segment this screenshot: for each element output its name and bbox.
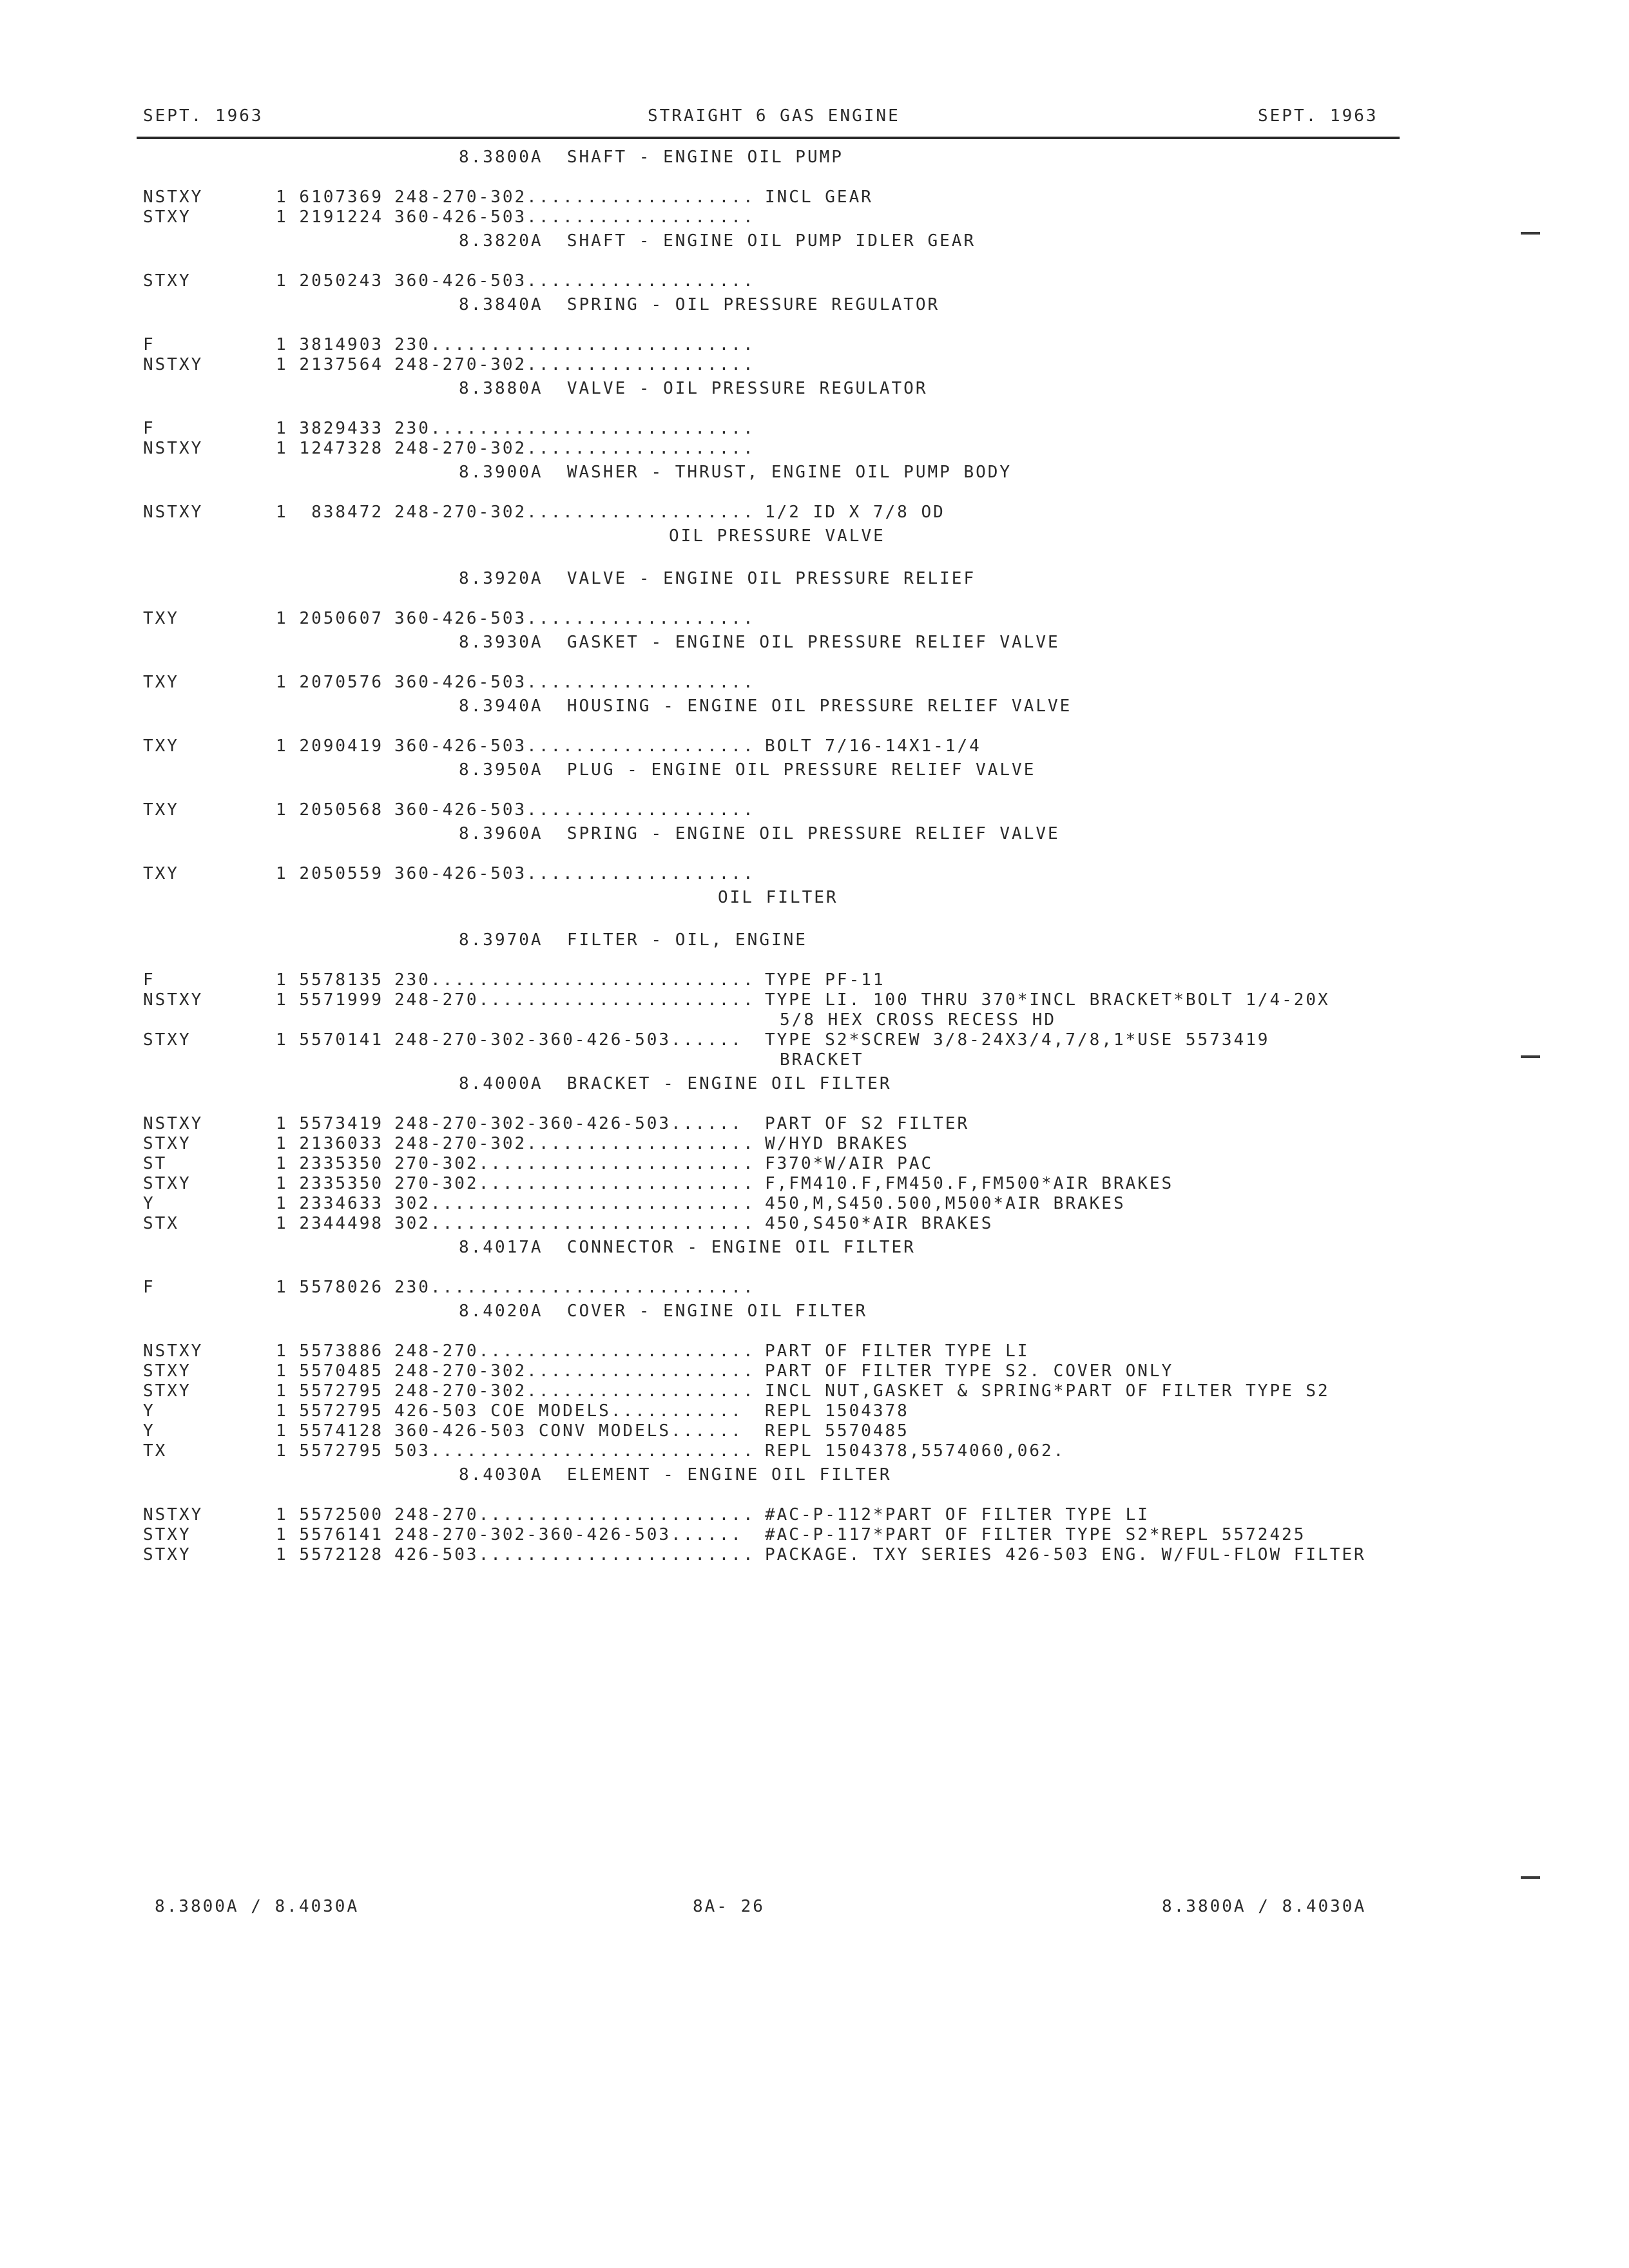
quantity: 1 (276, 990, 288, 1010)
model-codes: STXY (143, 1381, 191, 1401)
series-usage: 230........................... (394, 419, 755, 438)
part-row (0, 419, 1629, 439)
quantity: 1 (276, 1194, 288, 1213)
series-usage: 230........................... (394, 970, 755, 990)
part-number: 2335350 (299, 1174, 383, 1193)
part-row (0, 970, 1629, 990)
part-number: 3814903 (299, 335, 383, 354)
parts-list (0, 503, 1629, 524)
series-usage: 248-270-302................... (394, 187, 755, 207)
quantity: 1 (276, 1341, 288, 1361)
part-row (0, 1214, 1629, 1234)
quantity: 1 (276, 335, 288, 354)
series-usage: 360-426-503................... (394, 609, 755, 628)
quantity: 1 (276, 970, 288, 990)
quantity: 1 (276, 1421, 288, 1441)
part-number: 5572795 (299, 1441, 383, 1461)
model-codes: NSTXY (143, 1505, 204, 1524)
part-row (0, 990, 1629, 1010)
model-codes: STXY (143, 1174, 191, 1193)
section-title: 8.3820A SHAFT - ENGINE OIL PUMP IDLER GEAR (459, 231, 976, 251)
model-codes: STX (143, 1214, 179, 1233)
model-codes: NSTXY (143, 1341, 204, 1361)
part-number: 838472 (311, 503, 383, 522)
header-date-right: SEPT. 1963 (1258, 106, 1378, 126)
quantity: 1 (276, 271, 288, 291)
remark-text: #AC-P-112*PART OF FILTER TYPE LI (765, 1505, 1150, 1524)
model-codes: ST (143, 1154, 168, 1173)
series-usage: 360-426-503................... (394, 271, 755, 291)
catalog-section (0, 1463, 1629, 1566)
part-number: 2050568 (299, 800, 383, 820)
part-number: 2050243 (299, 271, 383, 291)
part-row (0, 1441, 1629, 1461)
model-codes: Y (143, 1194, 155, 1213)
part-row (0, 1381, 1629, 1401)
remark-text: TYPE S2*SCREW 3/8-24X3/4,7/8,1*USE 5573419 (765, 1030, 1270, 1050)
remark-text: TYPE LI. 100 THRU 370*INCL BRACKET*BOLT 1/4-20X (765, 990, 1330, 1010)
quantity: 1 (276, 1361, 288, 1381)
parts-list (0, 970, 1629, 1072)
parts-list (0, 1341, 1629, 1463)
section-title: 8.3930A GASKET - ENGINE OIL PRESSURE RELIEF VALVE (459, 633, 1060, 652)
remark-text: REPL 1504378 (765, 1401, 909, 1421)
model-codes: F (143, 970, 155, 990)
series-usage: 360-426-503 CONV MODELS...... (394, 1421, 743, 1441)
group-heading: OIL PRESSURE VALVE (669, 526, 885, 546)
model-codes: TXY (143, 609, 179, 628)
remark-text: REPL 5570485 (765, 1421, 909, 1441)
remark-text: INCL GEAR (765, 187, 873, 207)
catalog-section (0, 822, 1629, 885)
part-row (0, 1361, 1629, 1381)
part-row (0, 736, 1629, 756)
part-number: 5570141 (299, 1030, 383, 1050)
remark-text: #AC-P-117*PART OF FILTER TYPE S2*REPL 5572425 (765, 1525, 1306, 1544)
model-codes: NSTXY (143, 990, 204, 1010)
parts-list (0, 187, 1629, 229)
parts-list (0, 736, 1629, 758)
part-number: 1247328 (299, 439, 383, 458)
part-number: 5572500 (299, 1505, 383, 1524)
part-number: 2136033 (299, 1134, 383, 1153)
model-codes: NSTXY (143, 439, 204, 458)
remark-text: 1/2 ID X 7/8 OD (765, 503, 945, 522)
part-row (0, 1505, 1629, 1525)
part-number: 5573419 (299, 1114, 383, 1133)
catalog-section (0, 1072, 1629, 1235)
quantity: 1 (276, 1545, 288, 1564)
series-usage: 426-503....................... (394, 1545, 755, 1564)
part-number: 5572795 (299, 1381, 383, 1401)
part-row (0, 609, 1629, 629)
quantity: 1 (276, 503, 288, 522)
quantity: 1 (276, 419, 288, 438)
parts-list (0, 864, 1629, 885)
model-codes: STXY (143, 1361, 191, 1381)
quantity: 1 (276, 1381, 288, 1401)
part-number: 2090419 (299, 736, 383, 756)
header-date-left: SEPT. 1963 (143, 106, 264, 126)
series-usage: 248-270-302................... (394, 355, 755, 374)
model-codes: NSTXY (143, 187, 204, 207)
part-row (0, 355, 1629, 375)
model-codes: Y (143, 1401, 155, 1421)
part-row (0, 1030, 1629, 1050)
part-row (0, 1421, 1629, 1441)
margin-tick (1521, 1876, 1540, 1879)
model-codes: STXY (143, 1134, 191, 1153)
section-title: 8.3880A VALVE - OIL PRESSURE REGULATOR (459, 379, 928, 398)
quantity: 1 (276, 1134, 288, 1153)
model-codes: TXY (143, 864, 179, 883)
part-number: 5571999 (299, 990, 383, 1010)
margin-tick (1521, 1055, 1540, 1058)
series-usage: 360-426-503................... (394, 207, 755, 227)
part-row (0, 1401, 1629, 1421)
part-row (0, 673, 1629, 693)
quantity: 1 (276, 1401, 288, 1421)
series-usage: 248-270-302-360-426-503...... (394, 1114, 743, 1133)
series-usage: 248-270-302................... (394, 1134, 755, 1153)
part-number: 2191224 (299, 207, 383, 227)
model-codes: STXY (143, 207, 191, 227)
margin-tick (1521, 232, 1540, 235)
part-row (0, 207, 1629, 227)
series-usage: 248-270-302................... (394, 503, 755, 522)
model-codes: NSTXY (143, 503, 204, 522)
quantity: 1 (276, 609, 288, 628)
model-codes: STXY (143, 271, 191, 291)
model-codes: TXY (143, 800, 179, 820)
model-codes: Y (143, 1421, 155, 1441)
part-row (0, 1545, 1629, 1565)
model-codes: STXY (143, 1525, 191, 1544)
quantity: 1 (276, 1174, 288, 1193)
parts-list (0, 1114, 1629, 1235)
series-usage: 302........................... (394, 1214, 755, 1233)
section-title: 8.3920A VALVE - ENGINE OIL PRESSURE RELIEF (459, 569, 976, 588)
series-usage: 248-270....................... (394, 990, 755, 1010)
catalog-section (0, 1299, 1629, 1463)
series-usage: 270-302....................... (394, 1154, 755, 1173)
series-usage: 360-426-503................... (394, 673, 755, 692)
part-number: 5572128 (299, 1545, 383, 1564)
part-row (0, 1114, 1629, 1134)
remark-text: PART OF FILTER TYPE S2. COVER ONLY (765, 1361, 1174, 1381)
quantity: 1 (276, 1278, 288, 1297)
part-row (0, 187, 1629, 207)
remark-text: PART OF FILTER TYPE LI (765, 1341, 1030, 1361)
remark-text: INCL NUT,GASKET & SPRING*PART OF FILTER TYPE S2 (765, 1381, 1330, 1401)
series-usage: 230........................... (394, 335, 755, 354)
quantity: 1 (276, 207, 288, 227)
quantity: 1 (276, 1525, 288, 1544)
part-number: 2050559 (299, 864, 383, 883)
series-usage: 360-426-503................... (394, 736, 755, 756)
series-usage: 230........................... (394, 1278, 755, 1297)
quantity: 1 (276, 800, 288, 820)
remark-text: F,FM410.F,FM450.F,FM500*AIR BRAKES (765, 1174, 1174, 1193)
footer-range-left: 8.3800A / 8.4030A (155, 1897, 360, 1916)
model-codes: TXY (143, 673, 179, 692)
part-row (0, 439, 1629, 459)
quantity: 1 (276, 673, 288, 692)
part-number: 5572795 (299, 1401, 383, 1421)
parts-catalog (0, 145, 1629, 1566)
section-title: 8.3970A FILTER - OIL, ENGINE (459, 930, 807, 950)
remark-text: F370*W/AIR PAC (765, 1154, 934, 1173)
part-number: 5573886 (299, 1341, 383, 1361)
part-number: 5570485 (299, 1361, 383, 1381)
catalog-section (0, 566, 1629, 630)
quantity: 1 (276, 439, 288, 458)
catalog-section (0, 229, 1629, 293)
remark-text: 450,S450*AIR BRAKES (765, 1214, 994, 1233)
section-title: 8.3950A PLUG - ENGINE OIL PRESSURE RELIEF VALVE (459, 760, 1036, 780)
part-row (0, 1174, 1629, 1194)
part-number: 5574128 (299, 1421, 383, 1441)
model-codes: NSTXY (143, 1114, 204, 1133)
section-title: 8.4017A CONNECTOR - ENGINE OIL FILTER (459, 1238, 916, 1257)
part-number: 2335350 (299, 1154, 383, 1173)
part-number: 5576141 (299, 1525, 383, 1544)
quantity: 1 (276, 1114, 288, 1133)
part-row (0, 1134, 1629, 1154)
remark-continuation (0, 1050, 1629, 1070)
catalog-section (0, 630, 1629, 694)
section-title: 8.4030A ELEMENT - ENGINE OIL FILTER (459, 1465, 892, 1485)
series-usage: 270-302....................... (394, 1174, 755, 1193)
catalog-section (0, 145, 1629, 229)
part-number: 2344498 (299, 1214, 383, 1233)
page-title: STRAIGHT 6 GAS ENGINE (648, 106, 900, 126)
model-codes: F (143, 335, 155, 354)
section-title: 8.3940A HOUSING - ENGINE OIL PRESSURE RELIEF VALVE (459, 697, 1072, 716)
parts-list (0, 419, 1629, 460)
quantity: 1 (276, 1505, 288, 1524)
parts-list (0, 1505, 1629, 1566)
remark-text: W/HYD BRAKES (765, 1134, 909, 1153)
catalog-section (0, 1235, 1629, 1299)
series-usage: 248-270....................... (394, 1505, 755, 1524)
catalog-section (0, 460, 1629, 524)
series-usage: 503........................... (394, 1441, 755, 1461)
parts-list (0, 271, 1629, 293)
series-usage: 248-270....................... (394, 1341, 755, 1361)
quantity: 1 (276, 736, 288, 756)
remark-text: REPL 1504378,5574060,062. (765, 1441, 1066, 1461)
part-row (0, 1525, 1629, 1545)
parts-list (0, 1278, 1629, 1299)
remark-continuation (0, 1010, 1629, 1030)
part-row (0, 271, 1629, 291)
series-usage: 248-270-302................... (394, 1361, 755, 1381)
section-title: 8.4000A BRACKET - ENGINE OIL FILTER (459, 1074, 892, 1093)
parts-list (0, 609, 1629, 630)
series-usage: 248-270-302................... (394, 1381, 755, 1401)
model-codes: STXY (143, 1030, 191, 1050)
header-rule (137, 137, 1400, 139)
footer-range-right: 8.3800A / 8.4030A (1162, 1897, 1367, 1916)
part-row (0, 1278, 1629, 1298)
parts-list (0, 335, 1629, 376)
parts-list (0, 673, 1629, 694)
remark-text: PART OF S2 FILTER (765, 1114, 970, 1133)
section-title: 8.4020A COVER - ENGINE OIL FILTER (459, 1302, 868, 1321)
catalog-section (0, 758, 1629, 822)
quantity: 1 (276, 1030, 288, 1050)
part-row (0, 335, 1629, 355)
catalog-section (0, 376, 1629, 460)
page-number: 8A- 26 (693, 1897, 765, 1916)
quantity: 1 (276, 187, 288, 207)
part-number: 5578026 (299, 1278, 383, 1297)
section-title: 8.3900A WASHER - THRUST, ENGINE OIL PUMP BODY (459, 463, 1012, 482)
model-codes: F (143, 419, 155, 438)
model-codes: F (143, 1278, 155, 1297)
series-usage: 360-426-503................... (394, 864, 755, 883)
part-number: 3829433 (299, 419, 383, 438)
series-usage: 248-270-302-360-426-503...... (394, 1525, 743, 1544)
part-number: 2137564 (299, 355, 383, 374)
series-usage: 302........................... (394, 1194, 755, 1213)
part-number: 5578135 (299, 970, 383, 990)
part-number: 2070576 (299, 673, 383, 692)
model-codes: STXY (143, 1545, 191, 1564)
part-number: 6107369 (299, 187, 383, 207)
part-number: 2334633 (299, 1194, 383, 1213)
part-row (0, 864, 1629, 884)
remark-text: 5/8 HEX CROSS RECESS HD (780, 1010, 1057, 1030)
remark-text: BRACKET (780, 1050, 864, 1070)
part-number: 2050607 (299, 609, 383, 628)
catalog-section (0, 694, 1629, 758)
series-usage: 426-503 COE MODELS........... (394, 1401, 743, 1421)
remark-text: TYPE PF-11 (765, 970, 885, 990)
section-title: 8.3800A SHAFT - ENGINE OIL PUMP (459, 148, 843, 167)
quantity: 1 (276, 1441, 288, 1461)
series-usage: 360-426-503................... (394, 800, 755, 820)
quantity: 1 (276, 1214, 288, 1233)
part-row (0, 1341, 1629, 1361)
part-row (0, 503, 1629, 523)
part-row (0, 800, 1629, 820)
part-row (0, 1154, 1629, 1174)
parts-list (0, 800, 1629, 822)
quantity: 1 (276, 355, 288, 374)
remark-text: 450,M,S450.500,M500*AIR BRAKES (765, 1194, 1126, 1213)
quantity: 1 (276, 864, 288, 883)
remark-text: PACKAGE. TXY SERIES 426-503 ENG. W/FUL-FLOW FILTER (765, 1545, 1366, 1564)
group-heading: OIL FILTER (718, 888, 838, 907)
model-codes: TXY (143, 736, 179, 756)
section-title: 8.3960A SPRING - ENGINE OIL PRESSURE RELIEF VALVE (459, 824, 1060, 843)
catalog-section (0, 293, 1629, 376)
section-title: 8.3840A SPRING - OIL PRESSURE REGULATOR (459, 295, 940, 314)
part-row (0, 1194, 1629, 1214)
series-usage: 248-270-302................... (394, 439, 755, 458)
series-usage: 248-270-302-360-426-503...... (394, 1030, 743, 1050)
remark-text: BOLT 7/16-14X1-1/4 (765, 736, 981, 756)
catalog-section (0, 928, 1629, 1072)
model-codes: NSTXY (143, 355, 204, 374)
quantity: 1 (276, 1154, 288, 1173)
model-codes: TX (143, 1441, 168, 1461)
